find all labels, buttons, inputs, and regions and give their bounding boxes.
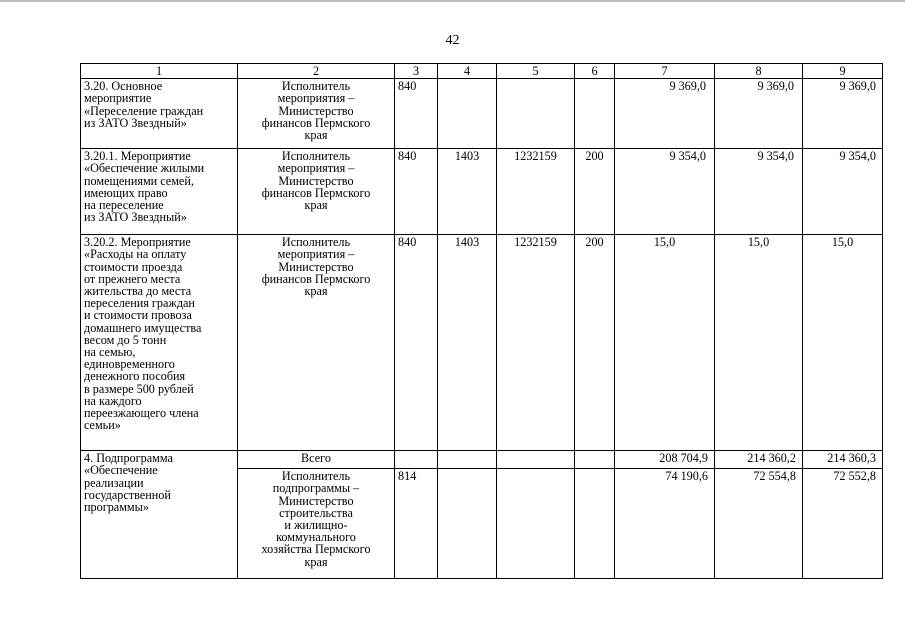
- target-article-cell: 1232159: [497, 149, 575, 235]
- column-header: 2: [238, 64, 395, 79]
- year1-amount-cell: 15,0: [615, 235, 715, 451]
- target-article-cell: [497, 79, 575, 149]
- column-header: 4: [438, 64, 497, 79]
- target-article-cell: 1232159: [497, 235, 575, 451]
- activity-name-cell: 3.20. Основное мероприятие «Переселение граждан из ЗАТО Звездный»: [81, 79, 238, 149]
- header-row: [81, 64, 883, 79]
- year3-amount-cell: 214 360,3: [803, 451, 883, 469]
- year3-amount-cell: 9 354,0: [803, 149, 883, 235]
- year3-amount-cell: 15,0: [803, 235, 883, 451]
- expense-type-cell: 200: [575, 149, 615, 235]
- section-code-cell: [438, 451, 497, 469]
- table-row: [81, 79, 883, 149]
- subprogram-name-cell: 4. Подпрограмма «Обеспечение реализации государственной программы»: [81, 451, 238, 579]
- page-top-edge: [0, 0, 905, 2]
- table-row: [81, 451, 883, 469]
- column-header: 5: [497, 64, 575, 79]
- target-article-cell: [497, 469, 575, 579]
- section-code-cell: [438, 79, 497, 149]
- activity-name-cell: 3.20.1. Мероприятие «Обеспечение жилыми помещениями семей, имеющих право на переселение из ЗАТО Звездный»: [81, 149, 238, 235]
- year1-amount-cell: 9 354,0: [615, 149, 715, 235]
- column-header: 6: [575, 64, 615, 79]
- page-number: 42: [445, 33, 460, 48]
- year3-amount-cell: 72 552,8: [803, 469, 883, 579]
- executor-cell: Исполнитель мероприятия – Министерство финансов Пермского края: [238, 235, 395, 451]
- year3-amount-cell: 9 369,0: [803, 79, 883, 149]
- total-label-cell: Всего: [238, 451, 395, 469]
- table-row: [81, 235, 883, 451]
- column-header: 9: [803, 64, 883, 79]
- grbs-cell: 840: [395, 235, 438, 451]
- column-header: 7: [615, 64, 715, 79]
- year2-amount-cell: 72 554,8: [715, 469, 803, 579]
- executor-cell: Исполнитель мероприятия – Министерство финансов Пермского края: [238, 149, 395, 235]
- section-code-cell: 1403: [438, 235, 497, 451]
- executor-cell: Исполнитель мероприятия – Министерство финансов Пермского края: [238, 79, 395, 149]
- section-code-cell: [438, 469, 497, 579]
- activity-name-cell: 3.20.2. Мероприятие «Расходы на оплату стоимости проезда от прежнего места жительства до места переселения граждан и стоимости провоза домашнего имущества весом до 5 тонн на семью, единовременного денежного пособия в размере 500 рублей на каждого переезжающего члена семьи»: [81, 235, 238, 451]
- year2-amount-cell: 9 354,0: [715, 149, 803, 235]
- column-header: 3: [395, 64, 438, 79]
- budget-table: [80, 63, 883, 579]
- expense-type-cell: 200: [575, 235, 615, 451]
- grbs-cell: 840: [395, 149, 438, 235]
- year1-amount-cell: 9 369,0: [615, 79, 715, 149]
- table-row: [81, 149, 883, 235]
- year1-amount-cell: 208 704,9: [615, 451, 715, 469]
- year1-amount-cell: 74 190,6: [615, 469, 715, 579]
- year2-amount-cell: 15,0: [715, 235, 803, 451]
- grbs-cell: [395, 451, 438, 469]
- expense-type-cell: [575, 451, 615, 469]
- target-article-cell: [497, 451, 575, 469]
- year2-amount-cell: 9 369,0: [715, 79, 803, 149]
- executor-cell: Исполнитель подпрограммы – Министерство строительства и жилищно- коммунального хозяйства Пермского края: [238, 469, 395, 579]
- grbs-cell: 814: [395, 469, 438, 579]
- section-code-cell: 1403: [438, 149, 497, 235]
- year2-amount-cell: 214 360,2: [715, 451, 803, 469]
- expense-type-cell: [575, 469, 615, 579]
- grbs-cell: 840: [395, 79, 438, 149]
- column-header: 8: [715, 64, 803, 79]
- column-header: 1: [81, 64, 238, 79]
- expense-type-cell: [575, 79, 615, 149]
